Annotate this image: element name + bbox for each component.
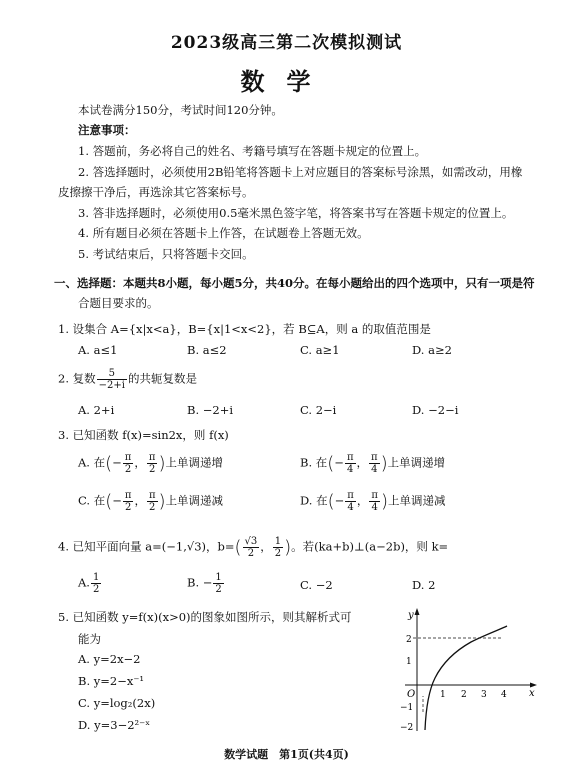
q4-b-frac (213, 572, 223, 595)
q3-c-frac1 (123, 490, 134, 513)
q3-c-frac1-den: 2 (124, 502, 132, 513)
x-axis-label: x (529, 688, 535, 699)
q3-a-lparen: ( (105, 453, 113, 474)
q3-b-neg: − (334, 455, 344, 470)
exam-title: 2023级高三第二次模拟测试 (170, 33, 403, 53)
q3-a-frac1-den: 2 (124, 464, 132, 475)
y-axis-arrow (415, 608, 420, 615)
x-axis-arrow (530, 683, 537, 688)
q2-option-b: B. −2+i (187, 403, 234, 417)
q3-b-frac2-den: 4 (371, 464, 378, 475)
q3-b-frac1 (345, 452, 356, 475)
q3-a-rparen: ) (158, 453, 166, 474)
q4-a-frac (91, 572, 101, 595)
note-5: 5. 考试结束后，只将答题卡交回。 (78, 247, 254, 261)
q3-c-frac1-num: π (124, 490, 132, 501)
q3-a-frac2-den: 2 (148, 464, 156, 475)
q4-frac1 (243, 536, 260, 559)
note-3: 3. 答非选择题时，必须使用0.5毫米黑色签字笔，将答案书写在答题卡规定的位置上。 (78, 206, 514, 220)
y-tick-2: 2 (406, 635, 412, 645)
q4-comma: ， (260, 539, 272, 554)
y-tick-neg2: −2 (400, 723, 414, 733)
q4-frac2 (273, 536, 283, 559)
section-1-heading (54, 275, 535, 291)
origin-label: O (407, 689, 416, 700)
q3-d-frac2 (369, 490, 380, 513)
q3-d-frac1 (345, 490, 356, 513)
x-tick-3: 3 (481, 690, 487, 700)
q1-option-b: B. a≤2 (187, 343, 227, 357)
q3-d-text: 上单调递减 (387, 493, 446, 508)
q4-option-a (78, 572, 102, 595)
q4-frac1-num: √3 (244, 536, 258, 547)
y-tick-1: 1 (406, 657, 412, 667)
q3-a-frac1-num: π (124, 452, 132, 463)
y-tick-neg1: −1 (400, 703, 414, 713)
q5-option-b: B. y=2−x⁻¹ (78, 674, 145, 688)
q3-option-b (300, 452, 445, 475)
q2-option-c: C. 2−i (300, 403, 337, 417)
q3-b-frac2 (369, 452, 380, 475)
q2-denominator: −2+i (98, 380, 125, 391)
q4-a-prefix: A. (78, 575, 90, 590)
notes-label: 注意事项： (78, 123, 136, 137)
q4-option-d: D. 2 (412, 578, 436, 592)
q3-c-rparen: ) (158, 491, 166, 512)
q3-b-frac1-num: π (346, 452, 354, 463)
q3-b-comma: ， (356, 455, 369, 470)
section-1-text: 一、选择题：本题共8小题，每小题5分，共40分。在每小题给出的四个选项中，只有一项是符 (54, 276, 535, 290)
q3-d-comma: ， (356, 493, 369, 508)
q2-fraction (97, 368, 127, 391)
q3-c-text: 上单调递减 (165, 493, 224, 508)
q5-option-a: A. y=2x−2 (78, 652, 141, 666)
q3-a-frac1 (123, 452, 134, 475)
q2-option-a: A. 2+i (78, 403, 115, 417)
q3-a-frac2 (147, 452, 158, 475)
x-tick-2: 2 (461, 690, 467, 700)
q2-numerator: 5 (97, 368, 127, 380)
note-1: 1. 答题前，务必将自己的姓名、考籍号填写在答题卡规定的位置上。 (78, 144, 427, 158)
q3-c-frac2 (147, 490, 158, 513)
q3-c-comma: ， (134, 493, 146, 508)
q4-frac1-den: 2 (247, 548, 255, 559)
y-axis-label: y (408, 610, 414, 621)
q3-d-frac2-den: 4 (371, 502, 378, 513)
q4-a-num: 1 (92, 572, 100, 583)
q2-stem-post: 的共轭复数是 (127, 371, 197, 386)
q4-stem-post: 。若(ka+b)⊥(a−2b)，则 k= (291, 539, 449, 554)
q3-option-d (300, 490, 445, 513)
q3-b-rparen: ) (380, 453, 388, 474)
q3-option-c (78, 490, 223, 513)
q3-a-neg: − (112, 455, 122, 470)
q4-stem (58, 536, 448, 559)
intro-line: 本试卷满分150分，考试时间120分钟。 (78, 103, 283, 117)
page-footer: 数学试题 第1页(共4页) (224, 748, 349, 761)
q4-option-c: C. −2 (300, 578, 333, 592)
q4-lparen: ( (234, 537, 242, 558)
q3-a-prefix: A. 在 (78, 455, 106, 470)
q4-frac2-num: 1 (274, 536, 282, 547)
q3-a-text: 上单调递增 (165, 455, 223, 470)
q3-b-text: 上单调递增 (387, 455, 446, 470)
x-tick-1: 1 (440, 690, 446, 700)
q3-d-frac2-num: π (371, 490, 378, 501)
q4-b-den: 2 (215, 584, 222, 595)
q3-option-a (78, 452, 223, 475)
q1-stem: 1. 设集合 A={x|x<a}，B={x|1<x<2}，若 B⊆A，则 a 的取值范围是 (58, 322, 431, 336)
q3-d-neg: − (334, 493, 345, 508)
q5-option-d: D. y=3−2²⁻ˣ (78, 718, 151, 732)
q4-b-prefix: B. − (187, 575, 213, 590)
q3-d-rparen: ) (380, 491, 388, 512)
q3-b-frac1-den: 4 (347, 464, 354, 475)
q3-d-lparen: ( (327, 491, 335, 512)
q4-stem-pre: 4. 已知平面向量 a=(−1,√3)，b= (58, 539, 235, 554)
q2-stem (58, 368, 197, 391)
q3-stem: 3. 已知函数 f(x)=sin2x，则 f(x) (58, 428, 229, 442)
note-2b: 皮擦擦干净后，再选涂其它答案标号。 (58, 185, 254, 199)
q3-c-neg: − (112, 493, 122, 508)
note-2a: 2. 答选择题时，必须使用2B铅笔将答题卡上对应题目的答案标号涂黑，如需改动，用橡 (78, 165, 523, 179)
q1-option-c: C. a≥1 (300, 343, 340, 357)
q1-option-a: A. a≤1 (78, 343, 118, 357)
q4-a-den: 2 (92, 584, 100, 595)
q5-stem: 5. 已知函数 y=f(x)(x>0)的图象如图所示，则其解析式可 (58, 610, 352, 624)
subject-title: 数学 (240, 67, 333, 96)
section-1-heading-cont: 合题目要求的。 (78, 296, 159, 310)
q5-function-graph (395, 606, 545, 736)
q3-a-frac2-num: π (148, 452, 156, 463)
q3-c-frac2-num: π (148, 490, 156, 501)
q2-option-d: D. −2−i (412, 403, 459, 417)
q3-b-lparen: ( (327, 453, 335, 474)
q2-stem-pre: 2. 复数 (58, 371, 96, 386)
q3-a-comma: ， (134, 455, 146, 470)
q5-stem-cont: 能为 (78, 632, 101, 646)
q4-frac2-den: 2 (274, 548, 282, 559)
q4-b-num: 1 (215, 572, 222, 583)
q3-c-lparen: ( (105, 491, 113, 512)
q1-option-d: D. a≥2 (412, 343, 452, 357)
q3-c-frac2-den: 2 (149, 502, 156, 513)
x-tick-4: 4 (501, 690, 507, 700)
note-4: 4. 所有题目必须在答题卡上作答，在试题卷上答题无效。 (78, 226, 369, 240)
q3-c-prefix: C. 在 (78, 493, 106, 508)
q3-b-frac2-num: π (371, 452, 378, 463)
q3-d-prefix: D. 在 (300, 493, 328, 508)
function-curve (425, 626, 507, 730)
q3-d-frac1-den: 4 (347, 502, 354, 513)
q3-d-frac1-num: π (347, 490, 354, 501)
q5-option-c: C. y=log₂(2x) (78, 696, 156, 710)
q4-option-b (187, 572, 225, 595)
q4-rparen: ) (284, 537, 292, 558)
q3-b-prefix: B. 在 (300, 455, 328, 470)
